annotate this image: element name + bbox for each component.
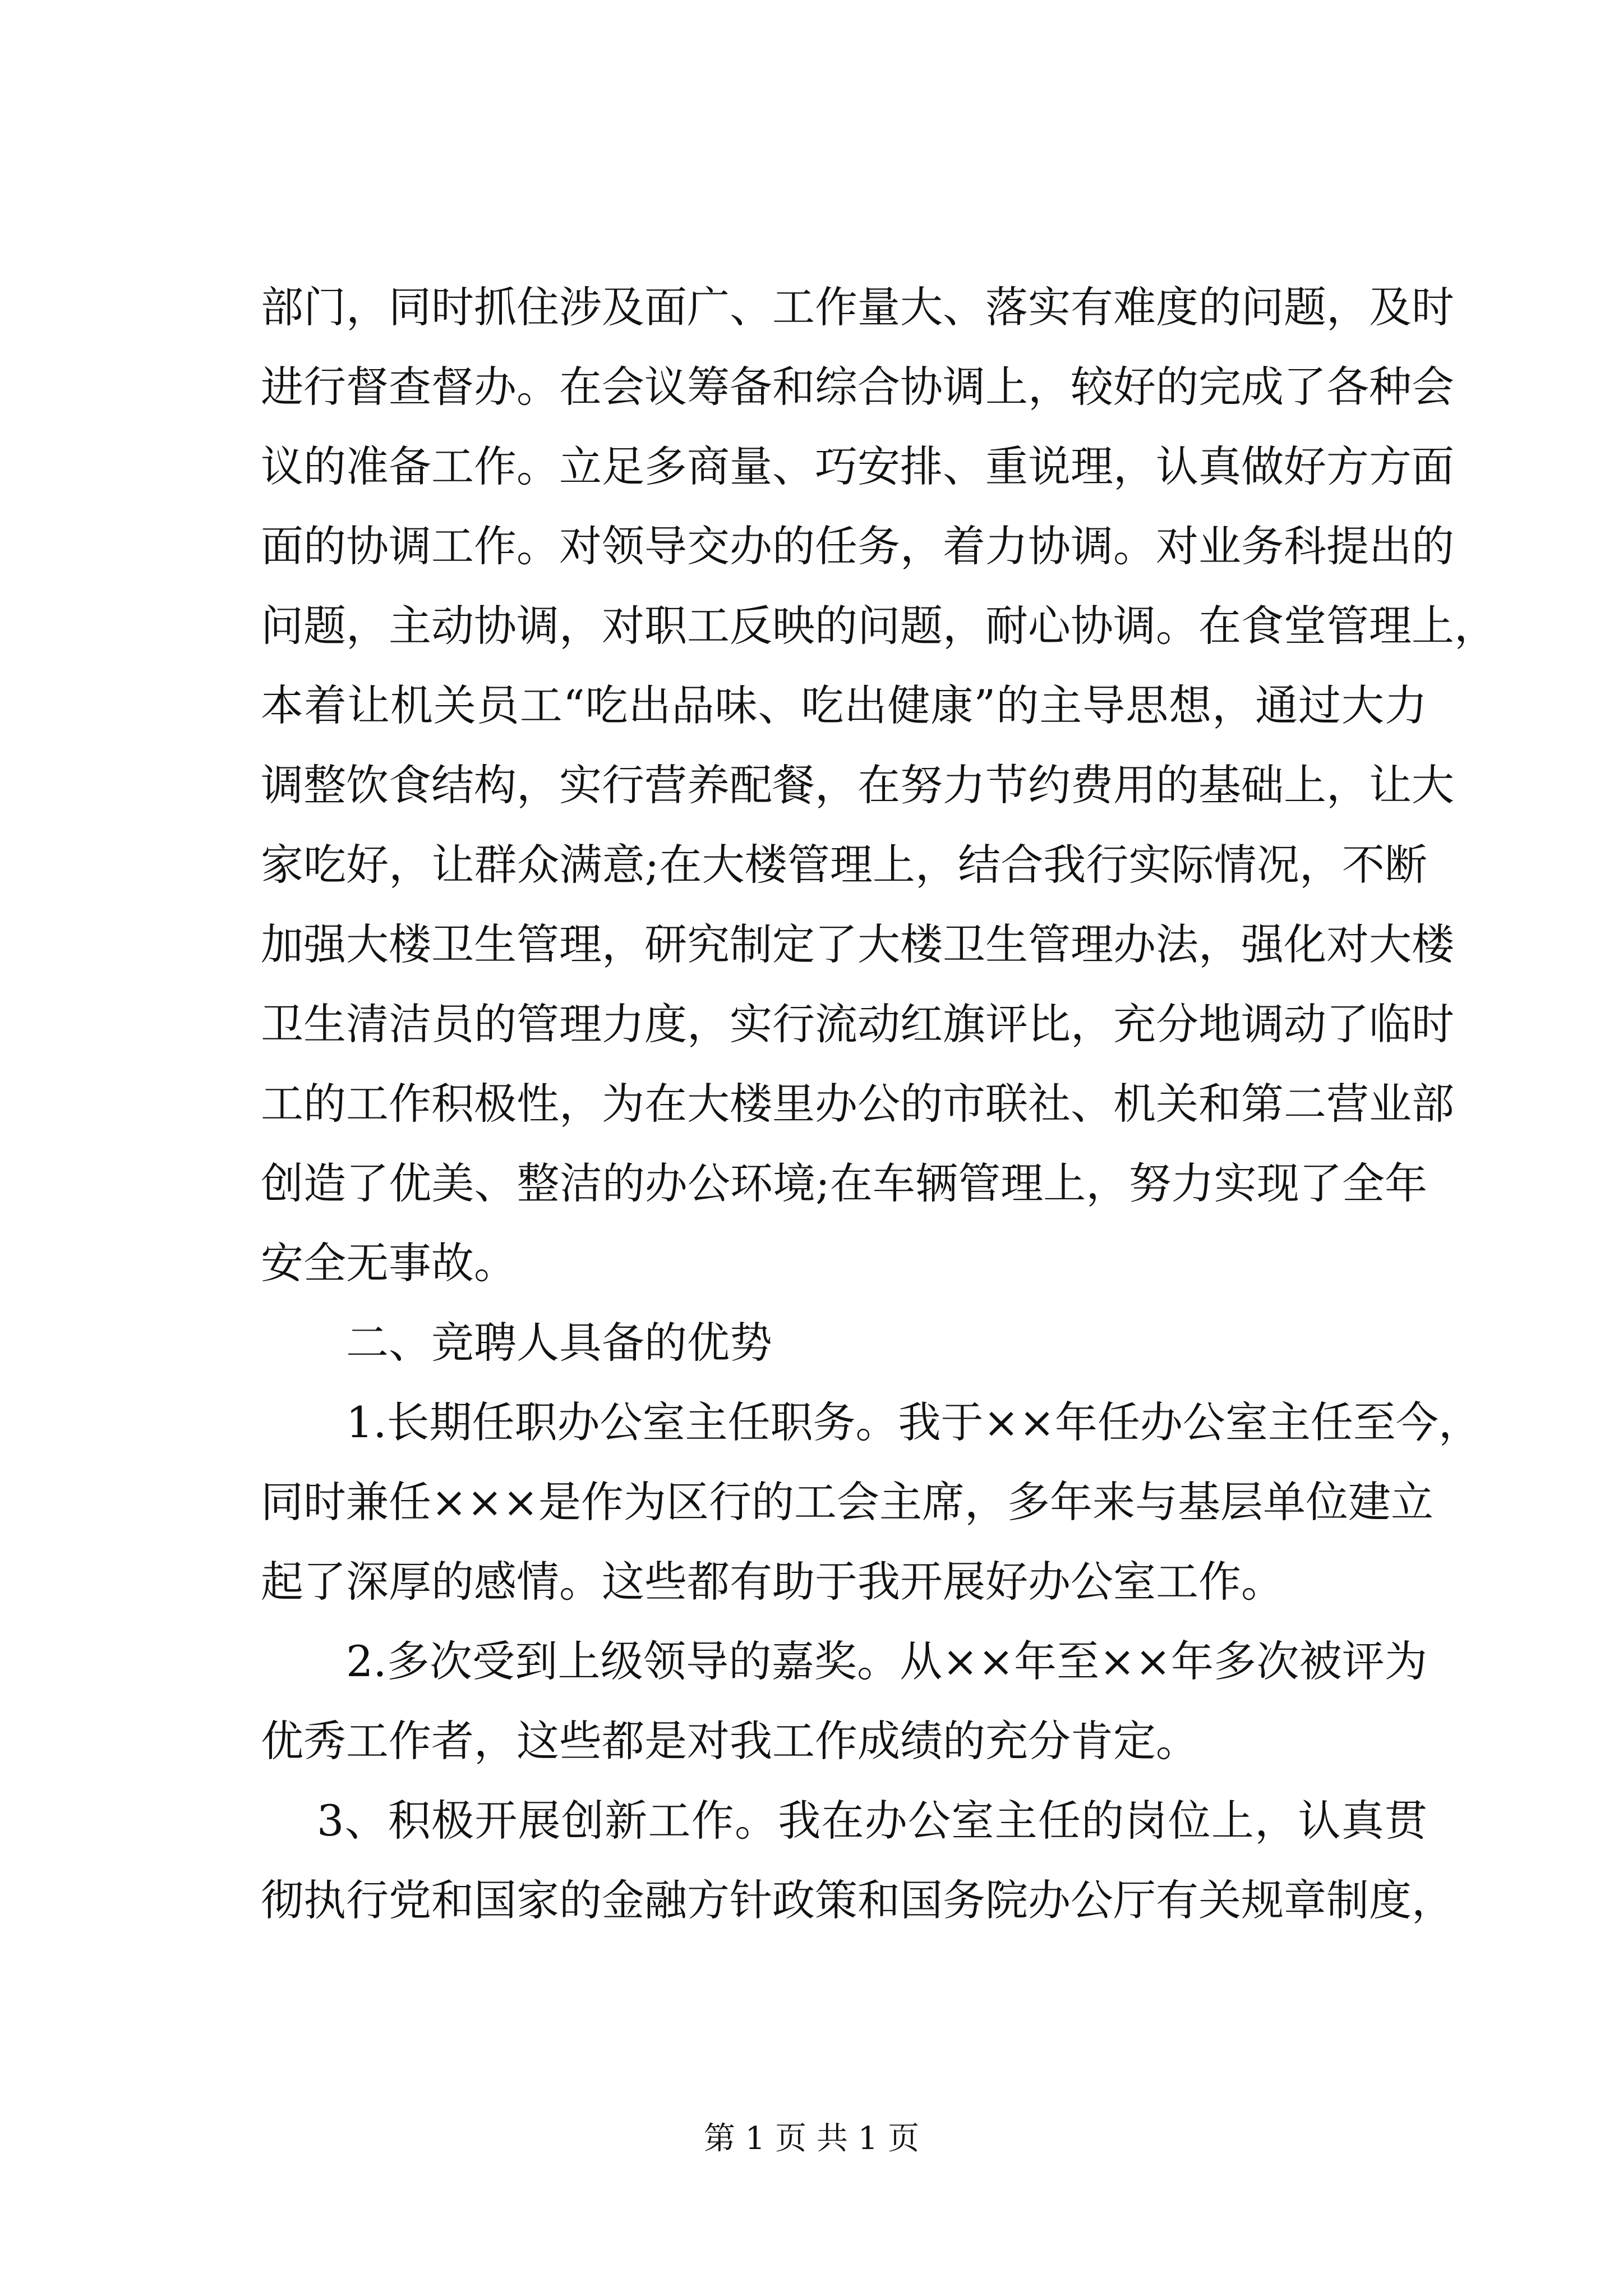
list-item-2-line: 优秀工作者，这些都是对我工作成绩的充分肯定。 [261,1716,1198,1766]
text-line: 进行督查督办。在会议筹备和综合协调上，较好的完成了各种会 [261,362,1454,412]
page-number-footer: 第 1 页 共 1 页 [703,2120,920,2157]
text-line: 家吃好，让群众满意;在大楼管理上，结合我行实际情况，不断 [261,840,1427,890]
text-line: 部门，同时抓住涉及面广、工作量大、落实有难度的问题，及时 [261,282,1454,332]
text-line: 调整饮食结构，实行营养配餐，在努力节约费用的基础上，让大 [261,760,1454,810]
list-item-1-line: 起了深厚的感情。这些都有助于我开展好办公室工作。 [261,1557,1284,1607]
text-line: 面的协调工作。对领导交办的任务，着力协调。对业务科提出的 [261,521,1454,571]
text-line: 工的工作积极性，为在大楼里办公的市联社、机关和第二营业部 [261,1079,1454,1129]
list-item-1-line: 同时兼任×××是作为区行的工会主席，多年来与基层单位建立 [261,1477,1434,1527]
text-line: 卫生清洁员的管理力度，实行流动红旗评比，充分地调动了临时 [261,999,1454,1049]
text-line: 创造了优美、整洁的办公环境;在车辆管理上，努力实现了全年 [261,1158,1427,1208]
text-line: 问题，主动协调，对职工反映的问题，耐心协调。在食堂管理上， [261,601,1497,651]
text-line: 议的准备工作。立足多商量、巧安排、重说理，认真做好方方面 [261,441,1454,491]
list-item-1-line: 1.长期任职办公室主任职务。我于××年任办公室主任至今， [346,1397,1481,1447]
section-heading: 二、竞聘人具备的优势 [346,1318,772,1368]
text-line: 本着让机关员工“吃出品味、吃出健康”的主导思想，通过大力 [261,680,1427,730]
list-item-3-line: 3、积极开展创新工作。我在办公室主任的岗位上，认真贯 [317,1796,1427,1846]
text-line: 安全无事故。 [261,1238,517,1288]
list-item-3-line: 彻执行党和国家的金融方针政策和国务院办公厅有关规章制度， [261,1875,1454,1925]
text-line: 加强大楼卫生管理，研究制定了大楼卫生管理办法，强化对大楼 [261,919,1454,969]
list-item-2-line: 2.多次受到上级领导的嘉奖。从××年至××年多次被评为 [346,1636,1427,1686]
